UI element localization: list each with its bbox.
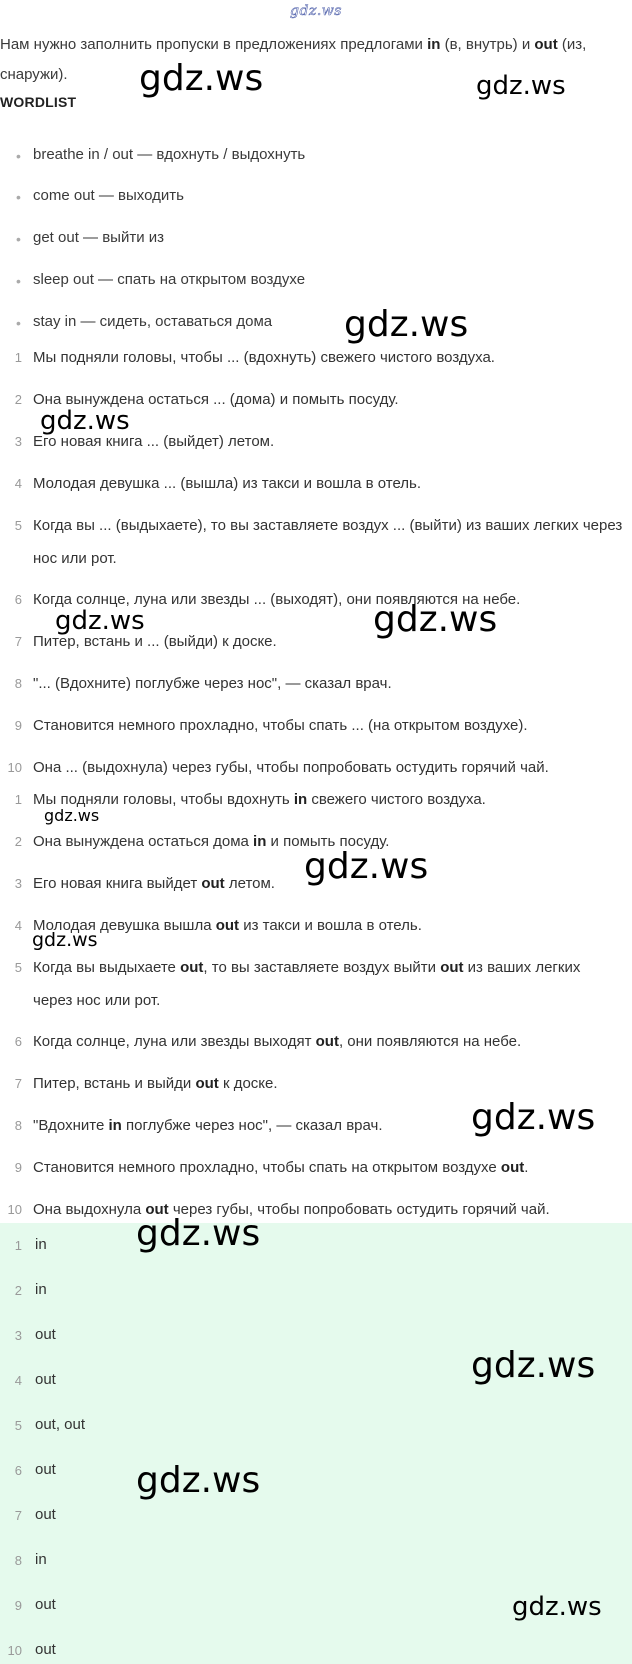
watermark: gdz.ws (40, 406, 130, 436)
watermark: gdz.ws (44, 806, 100, 825)
wordlist-heading: WORDLIST (0, 94, 77, 110)
watermark: gdz.ws (476, 71, 566, 101)
wordlist-item: • breathe in / out — вдохнуть / выдохнуть (16, 146, 306, 164)
watermark: gdz.ws (471, 1345, 596, 1386)
bullet-icon: • (16, 148, 21, 164)
intro-paragraph: Нам нужно заполнить пропуски в предложениях предлогами in (в, внутрь) и out (из, снаружи). (0, 36, 587, 83)
watermark: gdz.ws (136, 1213, 261, 1254)
wordlist-item: • get out — выйти из (16, 229, 165, 247)
bullet-icon: • (16, 315, 21, 331)
wordlist-item: • sleep out — спать на открытом воздухе (16, 271, 306, 289)
bullet-icon: • (16, 273, 21, 289)
bullet-icon: • (16, 231, 21, 247)
wordlist-item: • come out — выходить (16, 187, 184, 205)
wordlist-item: • stay in — сидеть, оставаться дома (16, 313, 273, 331)
watermark: gdz.ws (512, 1592, 602, 1622)
bullet-icon: • (16, 189, 21, 205)
watermark: gdz.ws (55, 606, 145, 636)
watermark: gdz.ws (304, 846, 429, 887)
site-logo[interactable]: gdz.ws (290, 3, 342, 19)
watermark: gdz.ws (344, 304, 469, 345)
answers-panel: 1 in 2 in 3 out 4 out 5 out, out 6 out 7 out 8 in 9 out 10 out (0, 1223, 632, 1664)
watermark: gdz.ws (32, 929, 98, 951)
watermark: gdz.ws (471, 1097, 596, 1138)
watermark: gdz.ws (139, 58, 264, 99)
watermark: gdz.ws (373, 599, 498, 640)
watermark: gdz.ws (136, 1460, 261, 1501)
